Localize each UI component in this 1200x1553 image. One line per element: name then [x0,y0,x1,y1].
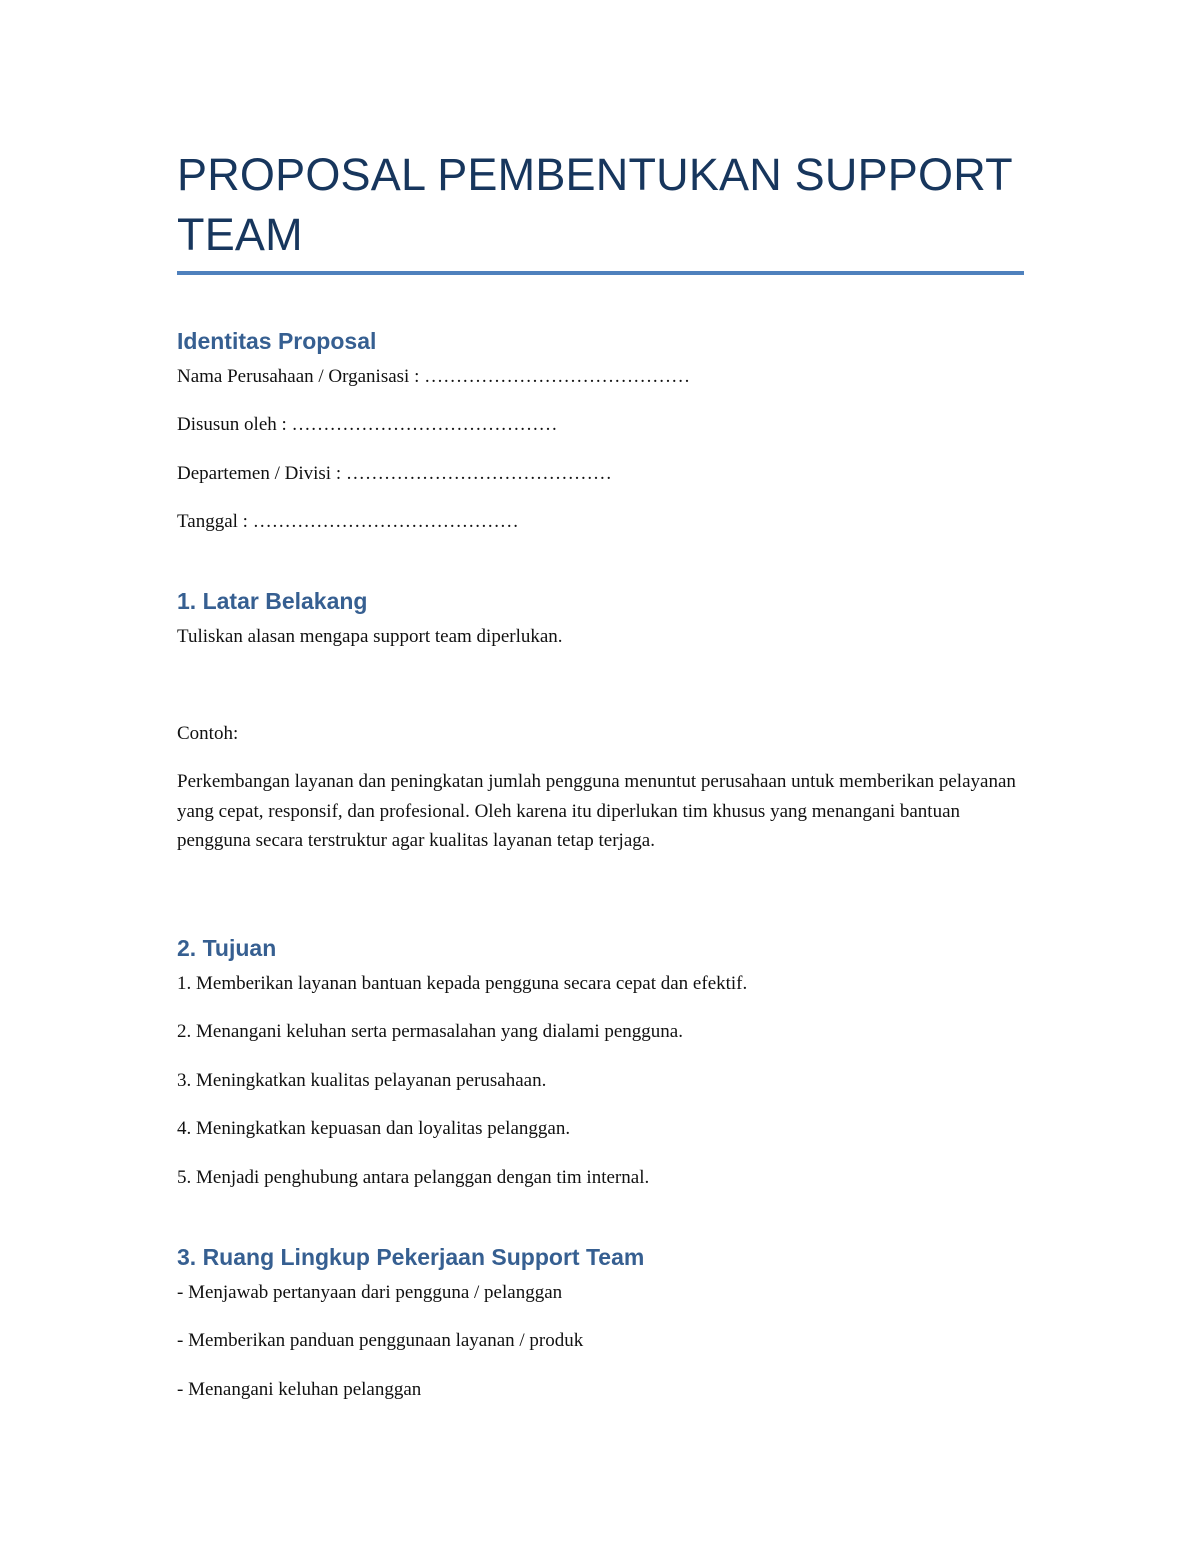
identity-heading: Identitas Proposal [177,328,377,354]
background-heading: 1. Latar Belakang [177,588,368,614]
goals-heading: 2. Tujuan [177,935,277,961]
document-title-line-1: PROPOSAL PEMBENTUKAN SUPPORT [177,149,1013,200]
background-example-label: Contoh: [177,723,239,744]
goal-item-4: 4. Meningkatkan kepuasan dan loyalitas pelanggan. [177,1118,571,1139]
identity-field-date: Tanggal : …………………………………… [177,511,519,532]
background-example-text: Perkembangan layanan dan peningkatan jumlah pengguna menuntut perusahaan untuk memberikan pelayanan yang cepat, responsif, dan profesional. Oleh karena itu diperlukan tim khusus yang menangani bantuan pengguna secara terstruktur agar kualitas layanan tetap terjaga. [177,771,1016,851]
identity-field-department: Departemen / Divisi : …………………………………… [177,463,612,484]
goal-item-3: 3. Meningkatkan kualitas pelayanan perusahaan. [177,1070,547,1091]
document-title-line-2: TEAM [177,209,303,260]
goal-item-2: 2. Menangani keluhan serta permasalahan yang dialami pengguna. [177,1021,683,1042]
identity-field-author: Disusun oleh : …………………………………… [177,414,558,435]
title-underline [177,271,1024,275]
scope-item-2: - Memberikan panduan penggunaan layanan / produk [177,1330,584,1351]
identity-field-company: Nama Perusahaan / Organisasi : …………………………………… [177,366,691,387]
scope-item-3: - Menangani keluhan pelanggan [177,1379,422,1400]
background-instruction: Tuliskan alasan mengapa support team diperlukan. [177,626,563,647]
scope-item-1: - Menjawab pertanyaan dari pengguna / pelanggan [177,1282,563,1303]
scope-heading: 3. Ruang Lingkup Pekerjaan Support Team [177,1244,645,1270]
goal-item-1: 1. Memberikan layanan bantuan kepada pengguna secara cepat dan efektif. [177,973,748,994]
goal-item-5: 5. Menjadi penghubung antara pelanggan dengan tim internal. [177,1167,650,1188]
